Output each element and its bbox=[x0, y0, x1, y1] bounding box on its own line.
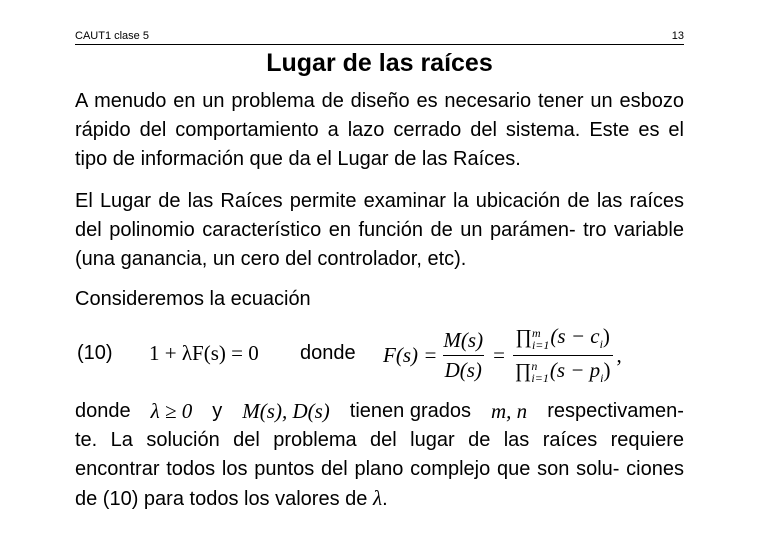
pole-index: i bbox=[600, 370, 604, 385]
pole-factor: (s − p bbox=[549, 357, 601, 382]
product-limits bbox=[532, 327, 549, 351]
denominator-d: D(s) bbox=[443, 355, 484, 383]
paragraph-conclusion-rest bbox=[75, 426, 684, 514]
word-y: y bbox=[212, 400, 223, 422]
characteristic-equation: 1 + λF(s) = 0 bbox=[149, 341, 259, 365]
product-symbol: ∏ bbox=[515, 326, 532, 349]
equation-number: (10) bbox=[77, 342, 113, 364]
header-divider bbox=[75, 44, 684, 45]
degrees-mn: m, n bbox=[491, 399, 528, 423]
word-tienen-grados: tienen grados bbox=[349, 400, 471, 422]
transfer-function-definition bbox=[383, 320, 622, 390]
fraction-polynomials bbox=[441, 328, 485, 383]
upper-limit-n: n bbox=[531, 358, 538, 373]
paragraph-consider: Consideremos la ecuación bbox=[75, 288, 311, 310]
paragraph-conclusion bbox=[75, 397, 684, 514]
lambda-condition: λ ≥ 0 bbox=[150, 399, 193, 423]
f-definition: F(s) = bbox=[383, 342, 438, 367]
equation-connector: donde bbox=[300, 342, 356, 364]
page-number: 13 bbox=[671, 30, 684, 42]
paragraph-conclusion-first-line bbox=[75, 397, 684, 426]
product-zeros: ∏ m i=1 $(s - c_i)$ bbox=[515, 324, 610, 352]
course-label: CAUT1 clase 5 bbox=[75, 30, 149, 42]
slide-title: Lugar de las raíces bbox=[266, 49, 493, 77]
word-respectivamente: respectivamen- bbox=[547, 400, 684, 422]
product-symbol: ∏ bbox=[514, 359, 532, 382]
upper-limit-m: m bbox=[531, 325, 541, 340]
zero-factor: (s − c bbox=[550, 324, 600, 349]
equation-trailing-comma: , bbox=[616, 342, 622, 367]
product-poles: ∏ n i=1 $(s - p_i)$ bbox=[513, 355, 613, 386]
product-limits bbox=[531, 360, 548, 384]
equals-sign: = bbox=[493, 342, 505, 367]
lower-limit: i=1 bbox=[531, 370, 549, 385]
paragraph-intro: A menudo en un problema de diseño es necesario tener un esbozo rápido del comportamiento a lazo cerrado del sistema. Este es el tipo de información que da el Lugar de las Raíces. bbox=[75, 90, 684, 170]
lower-limit: i=1 bbox=[531, 337, 550, 352]
word-donde: donde bbox=[75, 400, 131, 422]
conclusion-text: te. La solución del problema del lugar de las raíces requiere encontrar todos los puntos del plano complejo que son solu- ciones de (10) para todos los valores de bbox=[75, 429, 684, 510]
polynomials-md: M(s), D(s) bbox=[242, 399, 330, 423]
lambda-symbol: λ bbox=[372, 486, 383, 510]
paragraph-description: El Lugar de las Raíces permite examinar la ubicación de las raíces del polinomio característico en función de un parámen- tro variable (una ganancia, un cero del controlador, etc). bbox=[75, 190, 684, 270]
zero-index: i bbox=[599, 337, 603, 352]
equation-row bbox=[75, 320, 684, 390]
numerator-m: M(s) bbox=[443, 327, 484, 352]
fraction-products bbox=[513, 324, 613, 385]
final-period: . bbox=[382, 488, 388, 510]
